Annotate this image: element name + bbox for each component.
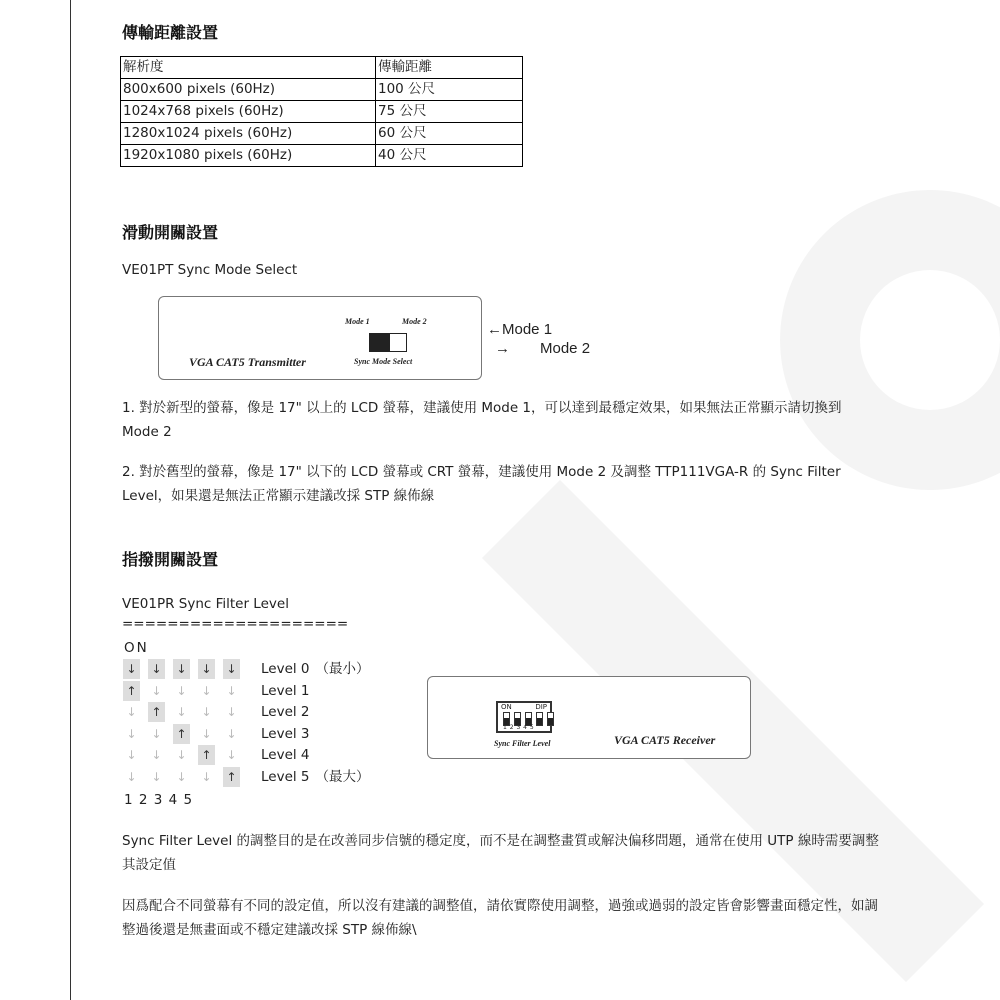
level-label: Level 1 xyxy=(261,682,310,699)
level-item xyxy=(261,659,370,681)
level-label: Level 4 xyxy=(261,747,310,764)
arrow-up-icon: ↑ xyxy=(173,724,190,744)
mode1-annotation: ←Mode 1 xyxy=(487,321,553,338)
arrow-up-icon: ↑ xyxy=(198,745,215,765)
dip-level-grid xyxy=(123,659,248,789)
section-title-dip: 指撥開關設置 xyxy=(122,550,219,569)
watermark-ring xyxy=(780,190,1000,490)
table-row xyxy=(121,123,523,145)
mode2-annotation: Mode 2 xyxy=(540,340,591,357)
device-label: VGA CAT5 Receiver xyxy=(614,733,716,747)
level-item xyxy=(261,702,370,724)
arrow-down-icon: ↓ xyxy=(151,748,162,763)
divider: ==================== xyxy=(122,616,349,632)
level-note: （最小） xyxy=(315,661,370,677)
arrow-right-icon: → xyxy=(495,340,510,357)
level-label: Level 5 xyxy=(261,768,310,785)
device-label: VGA CAT5 Transmitter xyxy=(189,355,306,369)
arrow-down-icon: ↓ xyxy=(126,705,137,720)
level-item xyxy=(261,681,370,703)
subtitle: VE01PT Sync Mode Select xyxy=(122,262,298,278)
level-item xyxy=(261,767,370,789)
cell: 60 公尺 xyxy=(376,123,523,145)
level-label: Level 3 xyxy=(261,725,310,742)
table-row xyxy=(121,101,523,123)
arrow-down-icon: ↓ xyxy=(201,769,212,784)
header-cell: 解析度 xyxy=(121,57,376,79)
cell: 800x600 pixels (60Hz) xyxy=(121,79,376,101)
arrow-down-icon: ↓ xyxy=(151,726,162,741)
dip-numbers: 1 2 3 4 5 xyxy=(124,792,193,808)
arrow-up-icon: ↑ xyxy=(148,702,165,722)
arrow-down-icon: ↓ xyxy=(201,726,212,741)
dip-on-text: ON xyxy=(501,703,512,711)
arrow-down-icon: ↓ xyxy=(201,683,212,698)
cell: 75 公尺 xyxy=(376,101,523,123)
cell: 100 公尺 xyxy=(376,79,523,101)
header-cell: 傳輸距離 xyxy=(376,57,523,79)
transmitter-diagram xyxy=(158,296,482,380)
slide-switch xyxy=(369,333,407,352)
arrow-down-icon: ↓ xyxy=(176,683,187,698)
level-list xyxy=(261,659,370,789)
arrow-down-icon: ↓ xyxy=(126,748,137,763)
receiver-diagram xyxy=(427,676,751,759)
note-2: 2. 對於舊型的螢幕，像是 17" 以下的 LCD 螢幕或 CRT 螢幕，建議使用 Mode 2 及調整 TTP111VGA-R 的 Sync Filter Level，如果還是無法正常顯示建議改採 STP 線佈線 xyxy=(122,464,841,504)
table-header-row xyxy=(121,57,523,79)
level-label: Level 2 xyxy=(261,704,310,721)
subtitle: VE01PR Sync Filter Level xyxy=(122,596,289,612)
note-1: 1. 對於新型的螢幕，像是 17" 以上的 LCD 螢幕，建議使用 Mode 1，可以達到最穩定效果，如果無法正常顯示請切換到 Mode 2 xyxy=(122,400,842,440)
level-label: Level 0 xyxy=(261,661,310,677)
dip-switch-block xyxy=(496,701,552,733)
cell: 1920x1080 pixels (60Hz) xyxy=(121,145,376,167)
mode1-label: Mode 1 xyxy=(345,317,370,326)
arrow-down-icon: ↓ xyxy=(176,748,187,763)
arrow-down-icon: ↓ xyxy=(126,769,137,784)
arrow-down-icon: ↓ xyxy=(226,748,237,763)
table-row xyxy=(121,145,523,167)
section-title-slide: 滑動開關設置 xyxy=(122,223,219,242)
level-note: （最大） xyxy=(315,768,370,785)
arrow-down-icon: ↓ xyxy=(176,769,187,784)
arrow-down-icon: ↓ xyxy=(201,705,212,720)
section-title-distance: 傳輸距離設置 xyxy=(122,23,219,42)
on-label: ON xyxy=(124,640,149,656)
arrow-down-icon: ↓ xyxy=(173,659,190,679)
paragraph-1: Sync Filter Level 的調整目的是在改善同步信號的穩定度，而不是在調整畫質或解決偏移問題，通常在使用 UTP 線時需要調整其設定值 xyxy=(122,833,879,873)
arrow-down-icon: ↓ xyxy=(151,683,162,698)
dip-dip-text: DIP xyxy=(535,703,547,711)
arrow-down-icon: ↓ xyxy=(226,683,237,698)
cell: 40 公尺 xyxy=(376,145,523,167)
dip-toggle xyxy=(547,712,554,726)
switch-label: Sync Mode Select xyxy=(354,357,413,366)
arrow-down-icon: ↓ xyxy=(176,705,187,720)
dip-nums: 1 2 3 4 5 xyxy=(503,724,534,731)
arrow-down-icon: ↓ xyxy=(226,705,237,720)
cell: 1280x1024 pixels (60Hz) xyxy=(121,123,376,145)
arrow-down-icon: ↓ xyxy=(148,659,165,679)
arrow-down-icon: ↓ xyxy=(198,659,215,679)
table-row xyxy=(121,79,523,101)
level-item xyxy=(261,724,370,746)
level-item xyxy=(261,745,370,767)
mode2-label: Mode 2 xyxy=(402,317,427,326)
arrow-down-icon: ↓ xyxy=(226,726,237,741)
cell: 1024x768 pixels (60Hz) xyxy=(121,101,376,123)
dip-toggle xyxy=(536,712,543,726)
arrow-down-icon: ↓ xyxy=(223,659,240,679)
arrow-down-icon: ↓ xyxy=(123,659,140,679)
arrow-up-icon: ↑ xyxy=(223,767,240,787)
distance-table xyxy=(120,56,523,167)
arrow-up-icon: ↑ xyxy=(123,681,140,701)
paragraph-2: 因爲配合不同螢幕有不同的設定值，所以沒有建議的調整值，請依實際使用調整，過強或過弱的設定皆會影響畫面穩定性，如調整過後還是無畫面或不穩定建議改採 STP 線佈線\ xyxy=(122,898,878,938)
switch-label: Sync Filter Level xyxy=(494,739,551,748)
arrow-down-icon: ↓ xyxy=(151,769,162,784)
page-margin-line xyxy=(70,0,71,1000)
arrow-down-icon: ↓ xyxy=(126,726,137,741)
